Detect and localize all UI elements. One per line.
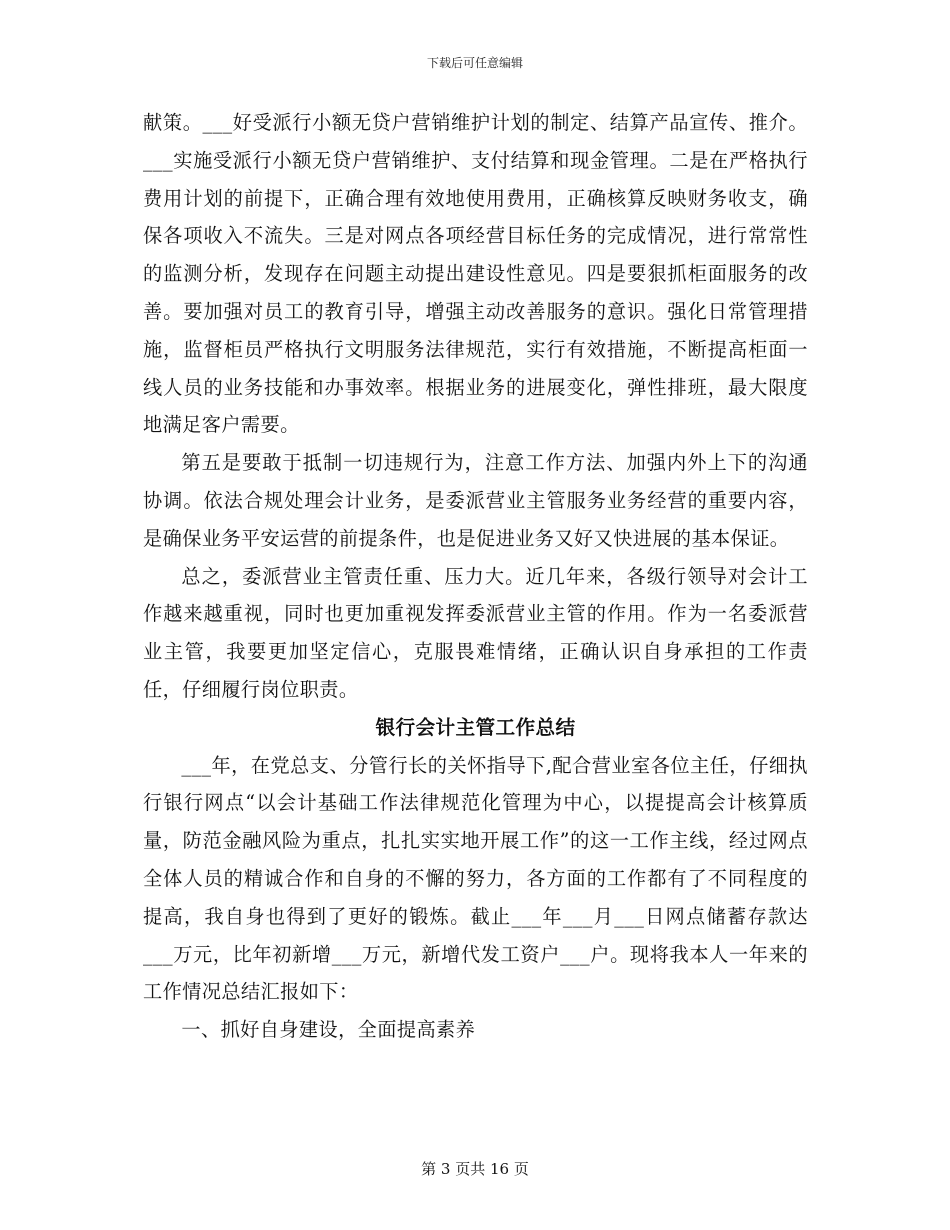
paragraph-summary-intro: ___年，在党总支、分管行长的关怀指导下,配合营业室各位主任，仔细执行银行网点“以会计基础工作法律规范化管理为中心，以提提高会计核算质量，防范金融风险为重点，扎扎实实地开展工作”的这一工作主线，经过网点全体人员的精诚合作和自身的不懈的努力，各方面的工作都有了不同程度的提高，我自身也得到了更好的锻炼。截止___年___月___日网点储蓄存款达___万元，比年初新增___万元，新增代发工资户___户。现将我本人一年来的工作情况总结汇报如下： [143,753,808,1004]
paragraph-continued: 献策。___好受派行小额无贷户营销维护计划的制定、结算产品宣传、推介。___实施受派行小额无贷户营销维护、支付结算和现金管理。二是在严格执行费用计划的前提下，正确合理有效地使用费用，正确核算反映财务收支，确保各项收入不流失。三是对网点各项经营目标任务的完成情况，进行常常性的监测分析，发现存在问题主动提出建设性意见。四是要狠抓柜面服务的改善。要加强对员工的教育引导，增强主动改善服务的意识。强化日常管理措施，监督柜员严格执行文明服务法律规范，实行有效措施，不断提高柜面一线人员的业务技能和办事效率。根据业务的进展变化，弹性排班，最大限度地满足客户需要。 [143,111,808,437]
page-header: 下载后可任意编辑 [426,56,523,70]
paragraph-conclusion: 总之，委派营业主管责任重、压力大。近几年来，各级行领导对会计工作越来越重视，同时也更加重视发挥委派营业主管的作用。作为一名委派营业主管，我要更加坚定信心，克服畏难情绪，正确认识自身承担的工作责任，仔细履行岗位职责。 [143,564,808,701]
paragraph-fifth-point: 第五是要敢于抵制一切违规行为，注意工作方法、加强内外上下的沟通协调。依法合规处理会计业务，是委派营业主管服务业务经营的重要内容，是确保业务平安运营的前提条件，也是促进业务又好又快进展的基本保证。 [143,451,808,550]
page-footer: 第 3 页共 16 页 [421,1160,529,1178]
section-title: 银行会计主管工作总结 [375,715,576,739]
paragraph-heading-one: 一、抓好自身建设，全面提高素养 [181,1018,476,1042]
document-body [143,104,808,1049]
